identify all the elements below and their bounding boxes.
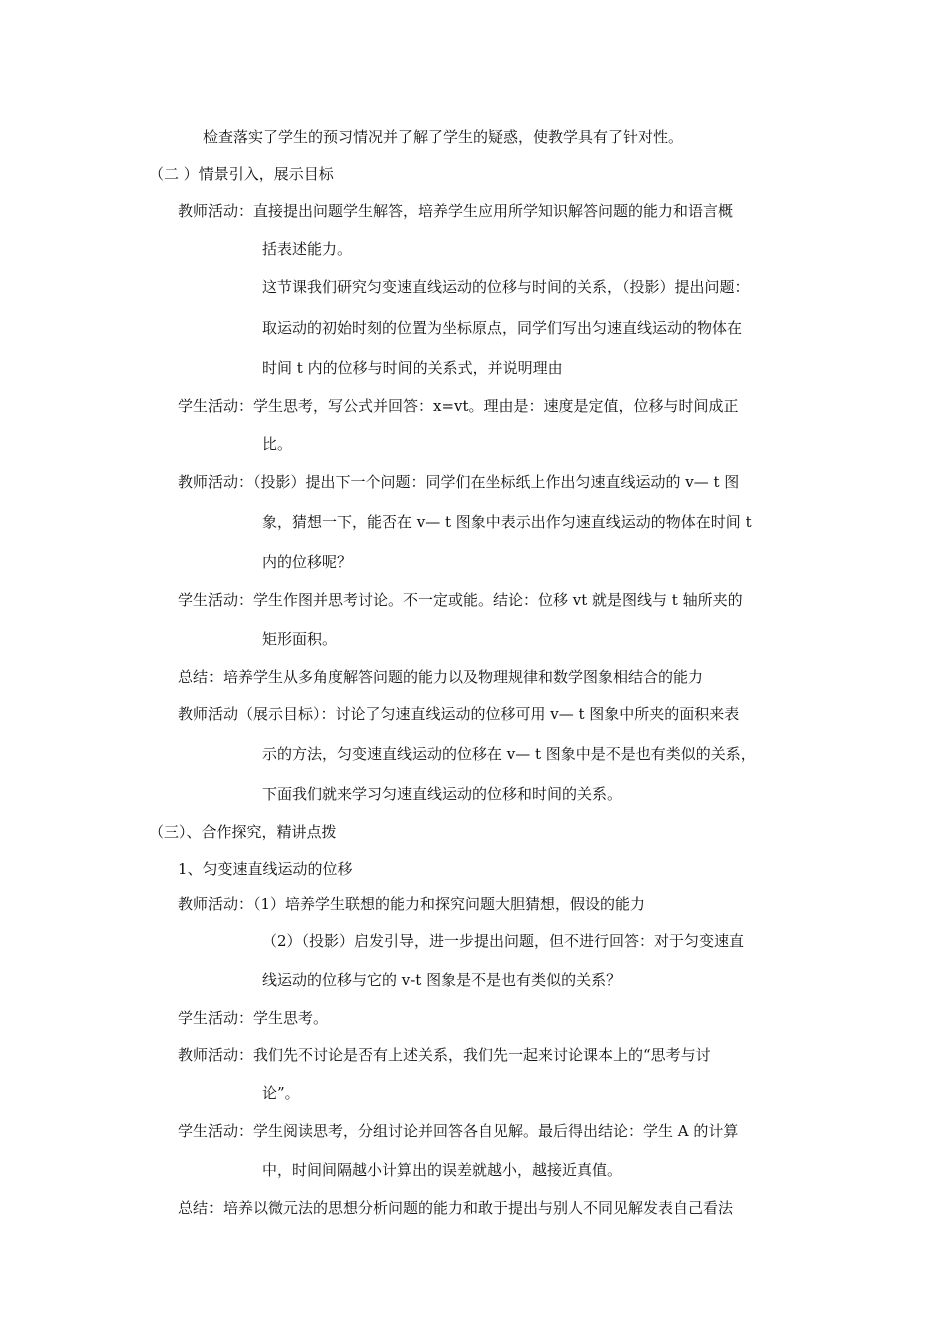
section-heading: （三）、合作探究，精讲点拨	[149, 823, 337, 841]
section-heading: （二 ）情景引入，展示目标	[149, 165, 334, 183]
paragraph-line: 学生活动：学生作图并思考讨论。不一定或能。结论：位移 vt 就是图线与 t 轴所夹的	[178, 591, 743, 609]
paragraph-line: 教师活动：（投影）提出下一个问题：同学们在坐标纸上作出匀速直线运动的 v— t 图	[178, 473, 740, 491]
paragraph-line: 教师活动：我们先不讨论是否有上述关系，我们先一起来讨论课本上的“思考与讨	[178, 1046, 711, 1064]
paragraph-line: 中，时间间隔越小计算出的误差就越小，越接近真值。	[262, 1161, 623, 1179]
paragraph-line: 学生活动：学生思考，写公式并回答：x=vt。理由是：速度是定值，位移与时间成正	[178, 397, 739, 415]
paragraph-line: 这节课我们研究匀变速直线运动的位移与时间的关系，（投影）提出问题：	[262, 278, 750, 296]
paragraph-line: 教师活动（展示目标）：讨论了匀速直线运动的位移可用 v— t 图象中所夹的面积来表	[178, 705, 740, 723]
paragraph-line: 学生活动：学生思考。	[178, 1009, 329, 1027]
paragraph-line: 取运动的初始时刻的位置为坐标原点，同学们写出匀速直线运动的物体在	[262, 319, 743, 337]
paragraph-line: 下面我们就来学习匀速直线运动的位移和时间的关系。	[262, 785, 623, 803]
paragraph-line: 教师活动：（1）培养学生联想的能力和探究问题大胆猜想，假设的能力	[178, 895, 646, 913]
paragraph-line: 矩形面积。	[262, 630, 338, 648]
paragraph-line: 内的位移呢？	[262, 553, 353, 571]
paragraph-line: 总结：培养以微元法的思想分析问题的能力和敢于提出与别人不同见解发表自己看法	[178, 1199, 734, 1217]
paragraph-line: 象，猜想一下，能否在 v— t 图象中表示出作匀速直线运动的物体在时间 t	[262, 513, 752, 531]
subsection-heading: 1、匀变速直线运动的位移	[178, 860, 353, 878]
paragraph-line: 括表述能力。	[262, 240, 353, 258]
paragraph-line: 比。	[262, 435, 293, 453]
paragraph-line: 示的方法，匀变速直线运动的位移在 v— t 图象中是不是也有类似的关系，	[262, 745, 756, 763]
paragraph-line: 教师活动：直接提出问题学生解答，培养学生应用所学知识解答问题的能力和语言概	[178, 202, 734, 220]
paragraph-line: 学生活动：学生阅读思考，分组讨论并回答各自见解。最后得出结论：学生 A 的计算	[178, 1122, 739, 1140]
paragraph-line: 检查落实了学生的预习情况并了解了学生的疑惑，使教学具有了针对性。	[203, 128, 684, 146]
paragraph-line: 线运动的位移与它的 v-t 图象是不是也有类似的关系？	[262, 971, 622, 989]
paragraph-line: 论”。	[262, 1084, 300, 1102]
paragraph-line: 时间 t 内的位移与时间的关系式，并说明理由	[262, 359, 563, 377]
paragraph-line: 总结：培养学生从多角度解答问题的能力以及物理规律和数学图象相结合的能力	[178, 668, 704, 686]
paragraph-line: （2）（投影）启发引导，进一步提出问题，但不进行回答：对于匀变速直	[262, 932, 745, 950]
